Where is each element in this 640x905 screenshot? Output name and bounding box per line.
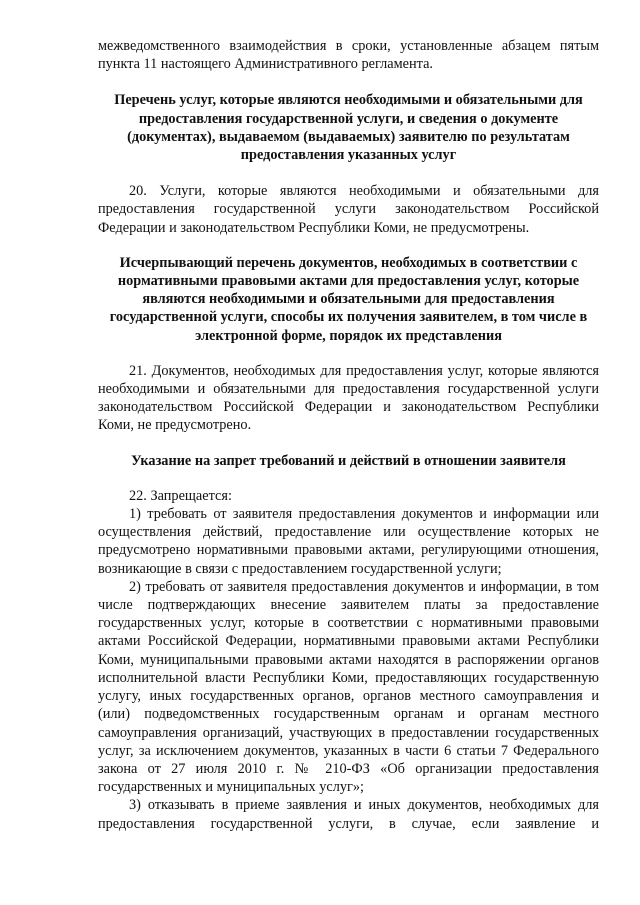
paragraph-22-lead: 22. Запрещается: bbox=[129, 487, 232, 504]
heading-related-services: Перечень услуг, которые являются необходимыми и обязательными для предоставления государственной услуги, и сведения о документе (документах), выдаваемом (выдаваемых) заявителю по результатам предоставления указанных услуг bbox=[114, 92, 583, 164]
heading-prohibition: Указание на запрет требований и действий в отношении заявителя bbox=[131, 452, 566, 469]
paragraph-20: 20. Услуги, которые являются необходимыми и обязательными для предоставления государственной услуги законодательством Российской Федерации и законодательством Республики Коми, не предусмотрены. bbox=[98, 183, 599, 236]
heading-document-list: Исчерпывающий перечень документов, необходимых в соответствии с нормативными правовыми актами для предоставления услуг, которые являются необходимыми и обязательными для предоставления государственной услуги, способы их получения заявителем, в том числе в электронной форме, порядок их представления bbox=[109, 254, 588, 344]
paragraph-22-item-2: 2) требовать от заявителя предоставления документов и информации, в том числе подтверждающих внесение заявителем платы за предоставление государственных услуг, которые в соответствии с нормативными правовыми актами Российской Федерации, нормативными правовыми актами Республики Коми, муниципальными правовыми актами находятся в распоряжении органов исполнительной власти Республики Коми, предоставляющих государственную услугу, иных государственных органов, органов местного самоуправления и (или) подведомственных государственным органам и органам местного самоуправления организаций, участвующих в предоставлении государственных услуг, за исключением документов, указанных в части 6 статьи 7 Федерального закона от 27 июля 2010 г. № 210-ФЗ «Об организации предоставления государственных и муниципальных услуг»; bbox=[98, 578, 599, 796]
paragraph-21: 21. Документов, необходимых для предоставления услуг, которые являются необходимыми и обязательными для предоставления государственной услуги законодательством Российской Федерации и законодательством Республики Коми, не предусмотрено. bbox=[98, 362, 599, 434]
paragraph-22-item-3: 3) отказывать в приеме заявления и иных документов, необходимых для предоставления государственной услуги, в случае, если заявление и bbox=[98, 797, 599, 832]
paragraph-22-item-1: 1) требовать от заявителя предоставления документов и информации или осуществления действий, предоставление или осуществление которых не предусмотрено нормативными правовыми актами, регулирующими отношения, возникающие в связи с предоставлением государственной услуги; bbox=[98, 506, 599, 577]
intro-paragraph: межведомственного взаимодействия в сроки, установленные абзацем пятым пункта 11 настоящего Административного регламента. bbox=[98, 38, 599, 73]
